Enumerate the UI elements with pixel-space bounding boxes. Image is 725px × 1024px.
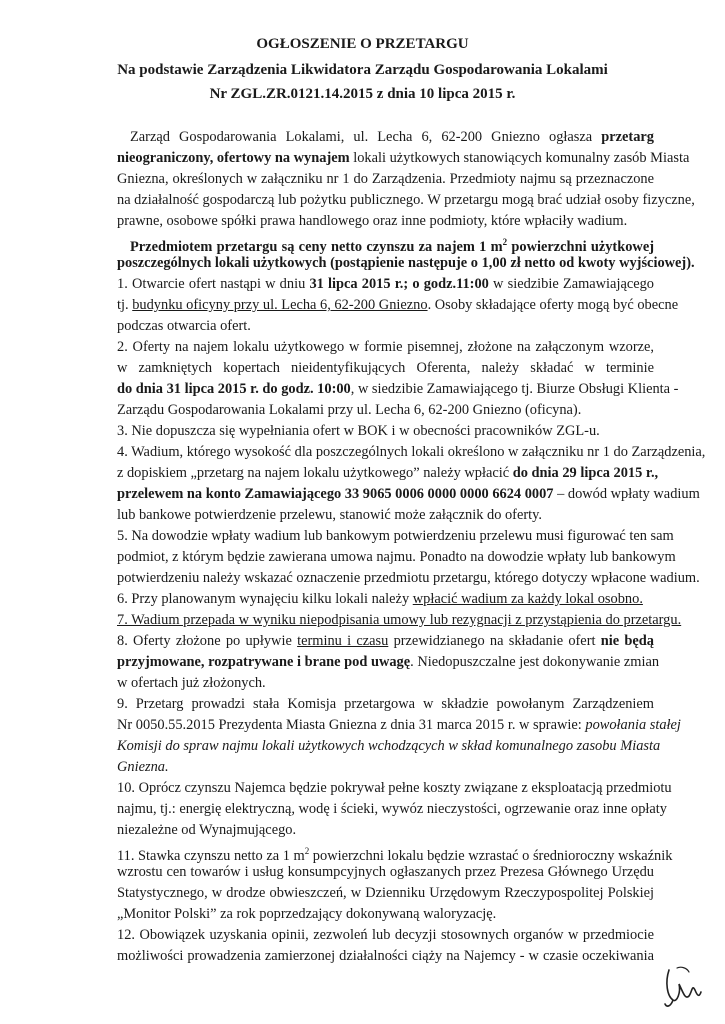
item-1-line-2: tj. budynku oficyny przy ul. Lecha 6, 62-200 Gniezno. Osoby składające oferty mogą być obecne [117, 297, 679, 313]
item-11-line-2: wzrostu cen towarów i usług konsumpcyjnych ogłaszanych przez Prezesa Głównego Urzędu [117, 864, 654, 880]
item-4-line-4: lub bankowe potwierdzenie przelewu, stanowić może załącznik do oferty. [117, 507, 543, 523]
item-11-line-3: Statystycznego, w drodze obwieszczeń, w Dzienniku Urzędowym Rzeczypospolitej Polskiej [117, 885, 654, 901]
intro-line-2: nieograniczony, ofertowy na wynajem lokali użytkowych stanowiących komunalny zasób Miasta [117, 150, 690, 166]
item-11-line-4: „Monitor Polski” za rok poprzedzający dokonywaną waloryzację. [117, 906, 497, 922]
item-8-line-3: w ofertach już złożonych. [117, 675, 266, 691]
item-5-line-1: 5. Na dowodzie wpłaty wadium lub bankowym potwierdzeniu przelewu musi figurować ten sam [117, 528, 674, 544]
item-3-line-1: 3. Nie dopuszcza się wypełniania ofert w BOK i w obecności pracowników ZGL-u. [117, 423, 600, 439]
item-1-line-3: podczas otwarcia ofert. [117, 318, 251, 334]
item-4-line-2: z dopiskiem „przetarg na najem lokalu użytkowego” należy wpłacić do dnia 29 lipca 2015 r., [117, 465, 659, 481]
document-title: OGŁOSZENIE O PRZETARGU [256, 36, 469, 52]
item-2-line-4: Zarządu Gospodarowania Lokalami przy ul. Lecha 6, 62-200 Gniezno (oficyna). [117, 402, 582, 418]
intro-line-5: prawne, osobowe spółki prawa handlowego oraz inne podmioty, które wpłaciły wadium. [117, 213, 628, 229]
handwritten-initials [659, 962, 707, 1012]
item-9-line-4: Gniezna. [117, 759, 169, 775]
item-4-line-3: przelewem na konto Zamawiającego 33 9065 0006 0000 0000 6624 0007 – dowód wpłaty wadium [117, 486, 700, 502]
item-8-line-1: 8. Oferty złożone po upływie terminu i czasu przewidzianego na składanie ofert nie będą [117, 633, 654, 649]
item-7-line-1: 7. Wadium przepada w wyniku niepodpisania umowy lub rezygnacji z przystąpienia do przetargu. [117, 612, 682, 628]
item-6-line-1: 6. Przy planowanym wynajęciu kilku lokali należy wpłacić wadium za każdy lokal osobno. [117, 591, 643, 607]
item-5-line-2: podmiot, z którym będzie zawierana umowa najmu. Ponadto na dowodzie wpłaty lub bankowym [117, 549, 676, 565]
item-2-line-1: 2. Oferty na najem lokalu użytkowego w formie pisemnej, złożone na załączonym wzorze, [117, 339, 654, 355]
item-10-line-3: niezależne od Wynajmującego. [117, 822, 297, 838]
document-subtitle: Na podstawie Zarządzenia Likwidatora Zarządu Gospodarowania Lokalami [117, 62, 608, 78]
document-reference: Nr ZGL.ZR.0121.14.2015 z dnia 10 lipca 2015 r. [209, 86, 516, 102]
item-8-line-2: przyjmowane, rozpatrywane i brane pod uwagę. Niedopuszczalne jest dokonywanie zmian [117, 654, 660, 670]
item-12-line-1: 12. Obowiązek uzyskania opinii, zezwoleń lub decyzji stosownych organów w przedmiocie [117, 927, 654, 943]
item-2-line-3: do dnia 31 lipca 2015 r. do godz. 10:00, w siedzibie Zamawiającego tj. Biurze Obsługi Klienta - [117, 381, 679, 397]
intro-line-1: Zarząd Gospodarowania Lokalami, ul. Lecha 6, 62-200 Gniezno ogłasza przetarg [130, 129, 654, 145]
subject-line-1: Przedmiotem przetargu są ceny netto czynszu za najem 1 $m^2$ powierzchni użytkowej [130, 237, 654, 255]
item-12-line-2: możliwości prowadzenia zamierzonej działalności ciąży na Najemcy - w czasie oczekiwania [117, 948, 654, 964]
item-11-line-1: 11. Stawka czynszu netto za 1 $m^2$ powierzchni lokalu będzie wzrastać o średnioroczny wskaźnik [117, 846, 673, 864]
item-2-line-2: w zamkniętych kopertach nieidentyfikujących Oferenta, należy składać w terminie [117, 360, 654, 376]
item-9-line-2: Nr 0050.55.2015 Prezydenta Miasta Gniezna z dnia 31 marca 2015 r. w sprawie: powołania stałej [117, 717, 681, 733]
item-9-line-1: 9. Przetarg prowadzi stała Komisja przetargowa w składzie powołanym Zarządzeniem [117, 696, 654, 712]
item-5-line-3: potwierdzeniu należy wskazać oznaczenie przedmiotu przetargu, którego dotyczy wpłacone wadium. [117, 570, 700, 586]
subject-line-2: poszczególnych lokali użytkowych (postąpienie następuje o 1,00 zł netto od kwoty wyjściowej). [117, 255, 695, 271]
intro-line-3: Gniezna, określonych w załączniku nr 1 do Zarządzenia. Przedmioty najmu są przeznaczone [117, 171, 654, 187]
item-10-line-1: 10. Oprócz czynszu Najemca będzie pokrywał pełne koszty związane z eksploatacją przedmiotu [117, 780, 672, 796]
item-1-line-1: 1. Otwarcie ofert nastąpi w dniu 31 lipca 2015 r.; o godz.11:00 w siedzibie Zamawiającego [117, 276, 654, 292]
item-4-line-1: 4. Wadium, którego wysokość dla poszczególnych lokali określono w załączniku nr 1 do Zarządzenia, [117, 444, 706, 460]
item-9-line-3: Komisji do spraw najmu lokali użytkowych wchodzących w skład komunalnego zasobu Miasta [117, 738, 661, 754]
intro-line-4: na działalność gospodarczą lub pożytku publicznego. W przetargu mogą brać udział osoby fizyczne, [117, 192, 695, 208]
item-10-line-2: najmu, tj.: energię elektryczną, wodę i ścieki, wywóz nieczystości, ogrzewanie oraz inne opłaty [117, 801, 667, 817]
